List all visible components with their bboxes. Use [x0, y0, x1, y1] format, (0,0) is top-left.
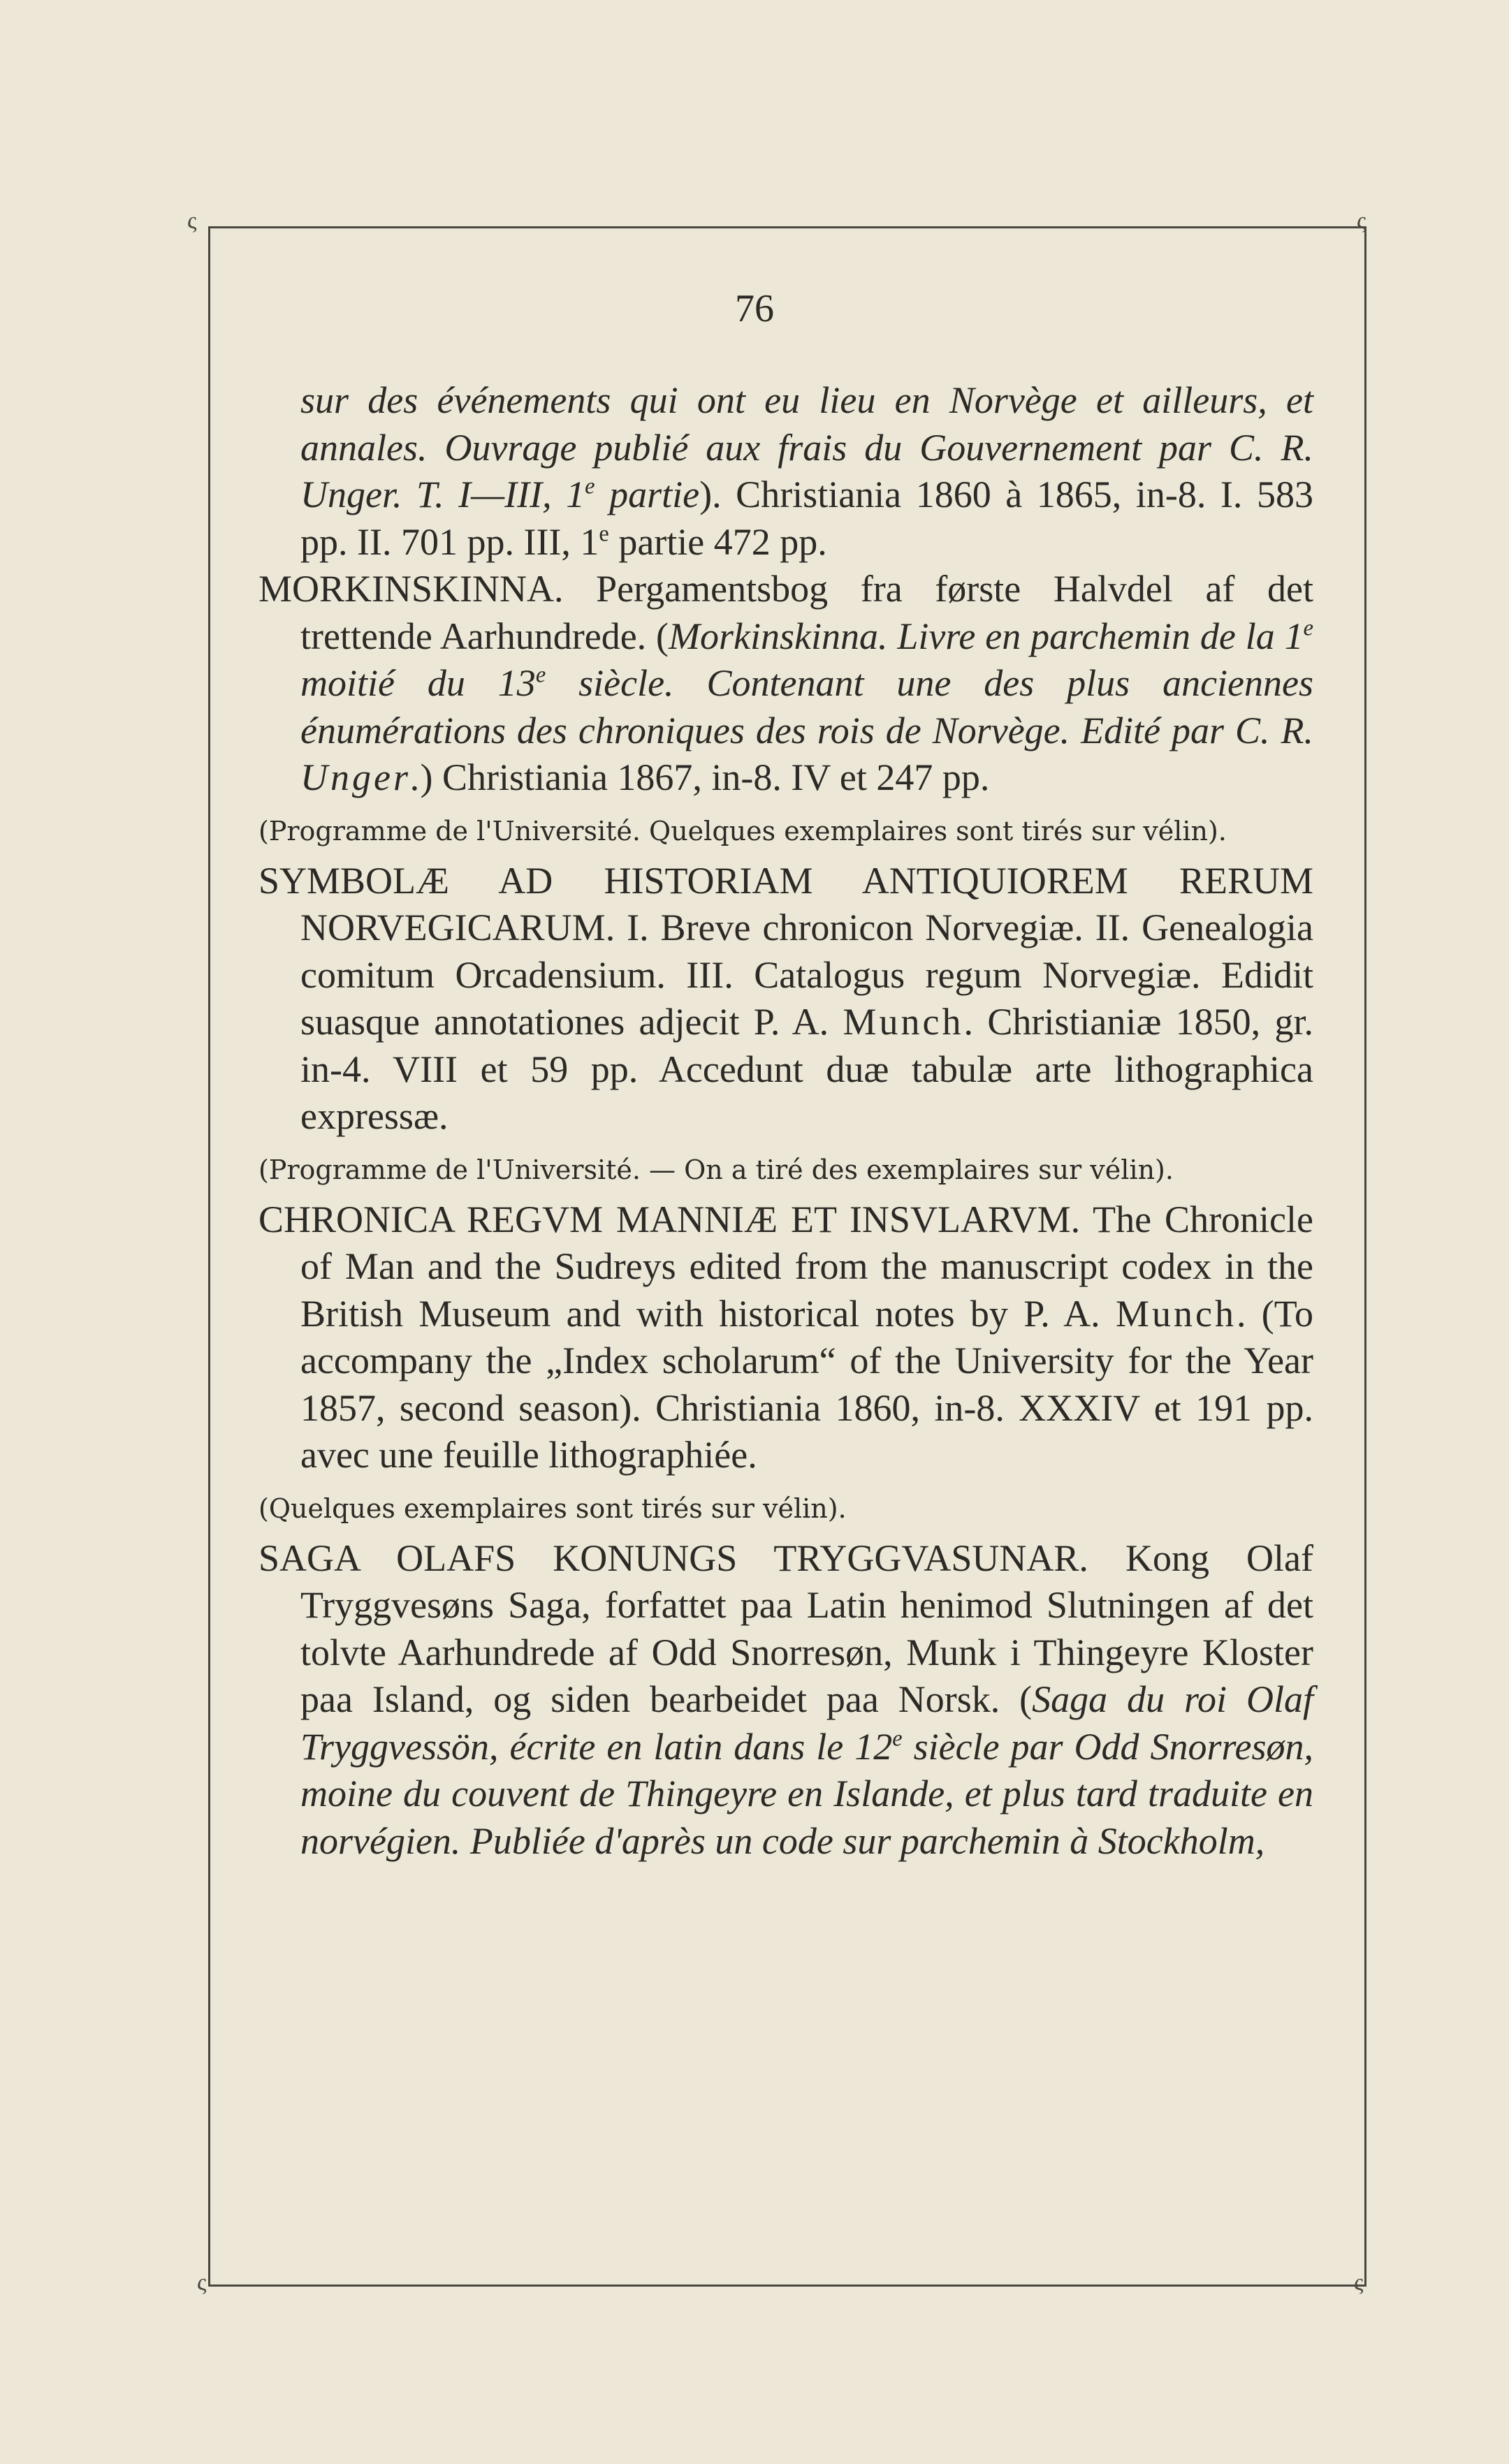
entry-morkinskinna: [258, 566, 1313, 802]
entry-text-segment: siècle. Contenant une des plus anciennes énumérations des chroniques des rois de Norvège. Edité par C. R.: [300, 662, 1313, 751]
entry-text-segment: e: [599, 521, 609, 547]
entry-text-segment: ). Christiania 1860 à 1865, in-8. I. 583 pp. II. 701 pp. III, 1: [300, 474, 1313, 563]
entry-text-segment: Munch: [843, 1001, 964, 1043]
entry-chronica-regum: [258, 1196, 1313, 1479]
entry-text-segment: . Christianiæ 1850, gr. in-4. VIII et 59 pp. Accedunt duæ tabulæ arte lithographica expressæ.: [300, 1001, 1313, 1137]
entry-text-segment: . (To accompany the „Index scholarum“ of the University for the Year 1857, second season). Christiania 1860, in-8. XXXIV et 191 pp. avec une feuille lithographiée.: [300, 1292, 1313, 1476]
entry-chronica-note: (Quelques exemplaires sont tirés sur vélin).: [258, 1493, 847, 1524]
entry-text-segment: e: [892, 1726, 903, 1752]
entry-text-segment: ) Christiania 1867, in-8. IV et 247 pp.: [420, 756, 990, 798]
entry-morkinskinna-note: (Programme de l'Université. Quelques exemplaires sont tirés sur vélin).: [258, 815, 1227, 846]
corner-ornament-top-left: ς: [187, 208, 197, 234]
corner-ornament-bottom-right: ς: [1354, 2270, 1364, 2296]
entry-symbolae: [258, 858, 1313, 1141]
entry-text-segment: e: [1303, 615, 1314, 641]
entry-text-segment: SYMBOLÆ AD HISTORIAM ANTIQUIOREM RERUM NORVEGICARUM. I. Breve chronicon Norvegiæ. II. Genealogia comitum Orcadensium. III. Catalogus regum Norvegiæ. Edidit suasque annotationes adjecit P. A.: [258, 859, 1313, 1043]
bibliography-body: [258, 377, 1313, 1865]
entry-saga-olafs: [258, 1535, 1313, 1865]
entry-continuation: [258, 377, 1313, 566]
entry-text-segment: e: [585, 474, 595, 499]
corner-ornament-bottom-left: ς: [197, 2270, 207, 2296]
entry-text-segment: siècle par Odd Snorresøn, moine du couvent de Thingeyre en Islande, et plus tard traduite en norvégien. Publiée d'après un code sur parchemin à Stockholm,: [300, 1725, 1313, 1862]
page-number: 76: [735, 287, 774, 330]
entry-text-segment: sur des événements qui ont eu lieu en Norvège et ailleurs, et annales. Ouvrage publié aux frais du Gouvernement par C. R. Unger. T. I—III, 1: [300, 379, 1313, 515]
entry-text-segment: SAGA OLAFS KONUNGS TRYGGVASUNAR. Kong Olaf Tryggvesøns Saga, forfattet paa Latin henimod Slutningen af det tolvte Aarhundrede af Odd Snorresøn, Munk i Thingeyre Kloster paa Island, og siden bearbeidet paa Norsk. (: [258, 1537, 1313, 1720]
entry-text-segment: .: [410, 756, 421, 798]
entry-text-segment: Munch: [1115, 1292, 1237, 1335]
entry-text-segment: partie 472 pp.: [608, 520, 827, 563]
entry-text-segment: e: [535, 662, 546, 688]
entry-text-segment: CHRONICA REGVM MANNIÆ ET INSVLARVM. The Chronicle of Man and the Sudreys edited from the manuscript codex in the British Museum and with historical notes by P. A.: [258, 1198, 1313, 1335]
entry-symbolae-note: (Programme de l'Université. — On a tiré des exemplaires sur vélin).: [258, 1154, 1174, 1185]
corner-ornament-top-right: ς: [1357, 208, 1366, 234]
entry-text-segment: MORKINSKINNA. Pergamentsbog fra første Halvdel af det trettende Aarhundrede. (: [258, 568, 1313, 657]
entry-text-segment: partie: [595, 474, 700, 515]
entry-text-segment: Morkinskinna. Livre en parchemin de la 1: [669, 615, 1304, 657]
entry-text-segment: Saga du roi Olaf Tryggvessön, écrite en latin dans le 12: [300, 1678, 1313, 1768]
entry-text-segment: moitié du 13: [300, 662, 536, 704]
entry-text-segment: Unger: [300, 756, 411, 798]
